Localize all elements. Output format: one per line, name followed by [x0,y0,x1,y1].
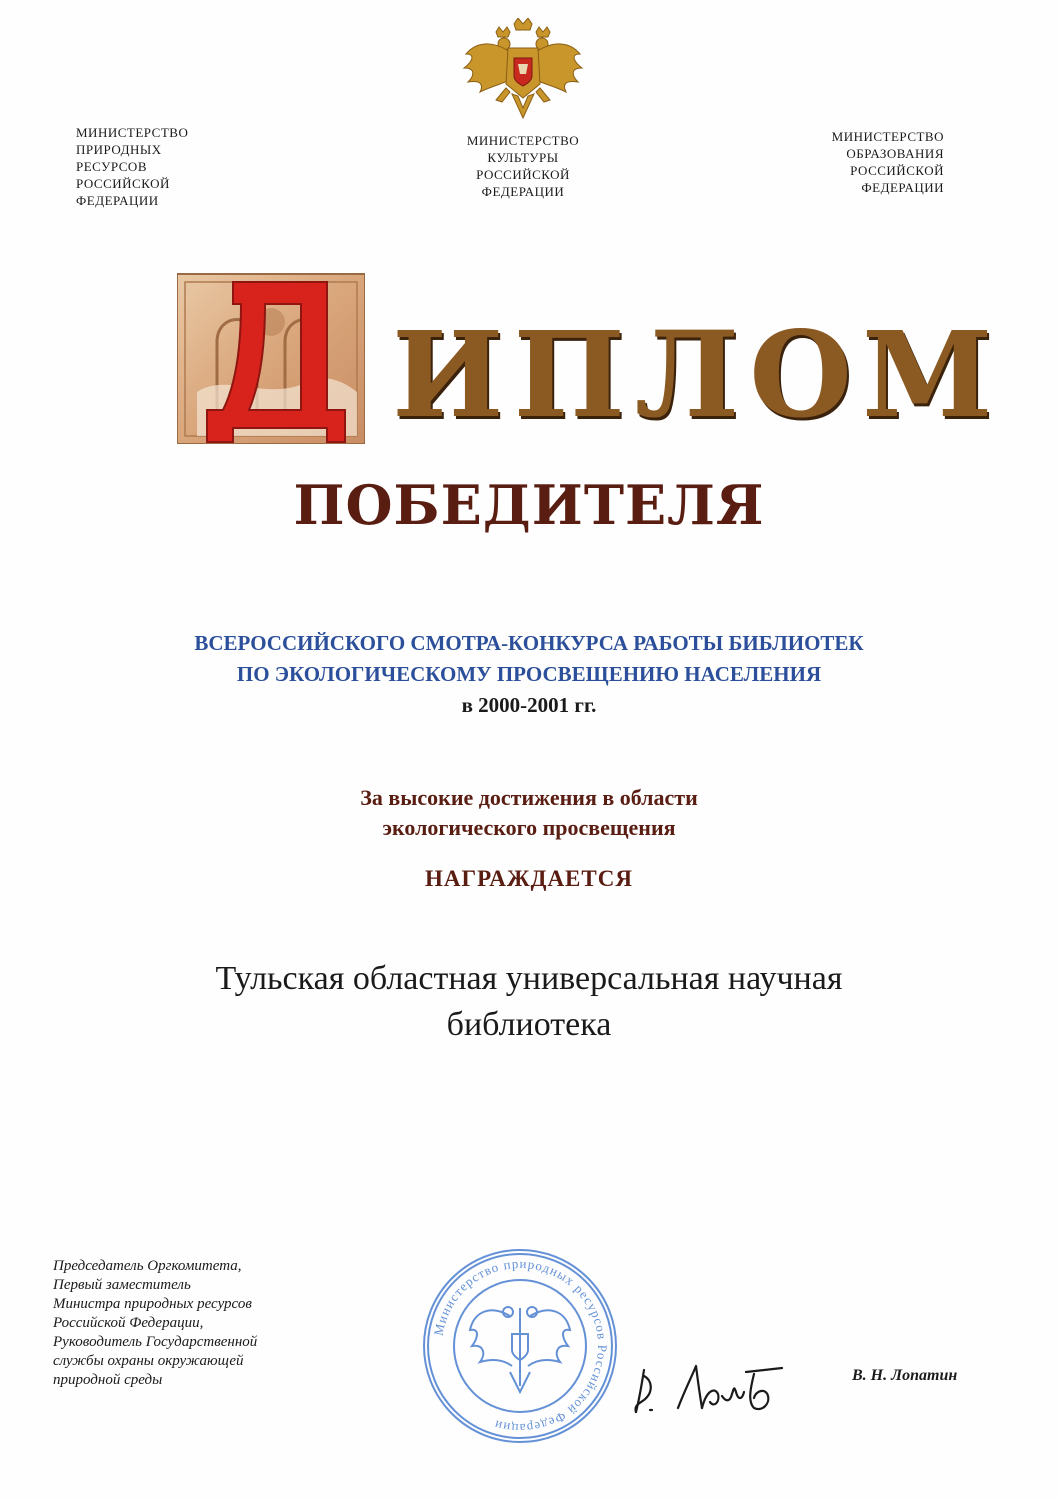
recipient-name [0,956,1058,1048]
ministry-line: РОССИЙСКОЙ [476,167,570,182]
ministry-culture [443,132,603,200]
recipient-line-2: библиотека [446,1006,612,1043]
contest-line-1: ВСЕРОССИЙСКОГО СМОТРА-КОНКУРСА РАБОТЫ БИБЛИОТЕК [194,631,864,655]
signer-role-line: Первый заместитель [53,1277,191,1293]
ministry-line: ПРИРОДНЫХ [76,142,162,157]
signer-role-line: Руководитель Государственной [53,1334,258,1350]
official-seal-stamp [420,1246,620,1446]
contest-name [0,628,1058,721]
ministry-natural-resources [76,124,188,209]
signer-role-line: Министра природных ресурсов [53,1296,252,1312]
ministry-line: МИНИСТЕРСТВО [466,133,580,148]
ministry-line: ФЕДЕРАЦИИ [481,184,565,199]
signer-title [53,1257,257,1390]
awarded-heading: НАГРАЖДАЕТСЯ [425,866,633,891]
ministry-line: МИНИСТЕРСТВО [76,125,189,140]
ministry-line: РОССИЙСКОЙ [850,163,944,178]
title-word: ИПЛОМ [392,305,1003,444]
ministry-education [790,128,944,196]
ministry-line: ФЕДЕРАЦИИ [861,180,944,195]
signer-role-line: Председатель Оргкомитета, [53,1258,242,1274]
award-reason [0,783,1058,843]
signer-role-line: Российской Федерации, [53,1315,204,1331]
seal-ring-text: Министерство природных ресурсов Российской Федерации [430,1255,611,1437]
russian-coat-of-arms-icon [462,18,584,122]
reason-line-2: экологического просвещения [382,815,676,840]
ministry-line: ОБРАЗОВАНИЯ [846,146,944,161]
reason-line-1: За высокие достижения в области [360,785,698,810]
contest-line-2: ПО ЭКОЛОГИЧЕСКОМУ ПРОСВЕЩЕНИЮ НАСЕЛЕНИЯ [236,662,822,686]
title-initial-ornament [177,272,365,444]
signer-name: В. Н. Лопатин [852,1367,958,1384]
contest-years: в 2000-2001 гг. [461,693,597,717]
recipient-line-1: Тульская областная универсальная научная [215,960,843,997]
ministry-line: РЕСУРСОВ [76,159,147,174]
ministry-line: МИНИСТЕРСТВО [831,129,944,144]
ministry-line: РОССИЙСКОЙ [76,176,170,191]
signer-role-line: природной среды [53,1372,163,1388]
handwritten-signature [622,1352,792,1422]
ministry-line: КУЛЬТУРЫ [487,150,559,165]
title-subtitle: ПОБЕДИТЕЛЯ [293,473,765,537]
signer-role-line: службы охраны окружающей [53,1353,244,1369]
ministry-line: ФЕДЕРАЦИИ [76,193,159,208]
